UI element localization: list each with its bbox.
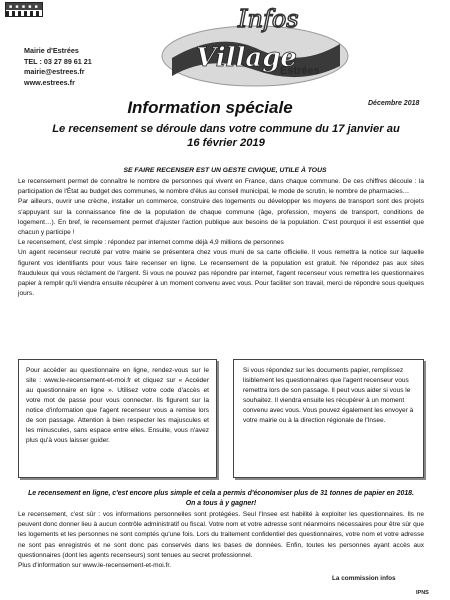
logo-village-text: Village [196, 43, 297, 73]
page-title: Information spéciale [127, 98, 293, 117]
paragraph: Plus d'information sur www.le-recensement-et-moi.fr. [18, 562, 171, 570]
closing-heading [18, 489, 424, 509]
section-heading: SE FAIRE RECENSER EST UN GESTE CIVIQUE, UTILE À TOUS [123, 167, 327, 174]
publication-date: Décembre 2018 [368, 100, 420, 107]
closing-heading-line: On a tous à y gagner! [185, 500, 257, 507]
contact-website[interactable]: www.estrees.fr [24, 77, 75, 87]
paragraph: Le recensement permet de connaître le nombre de personnes qui vivent en France, dans chaque commune. De ces chiffres découle : la participation de l'État au budget des communes, le nombre d'élus au conseil municipal, le mode de scrutin, le nombre de pharmacies… [18, 178, 424, 196]
infos-village-logo [160, 0, 350, 95]
logo-town-text: Estrées [280, 65, 320, 77]
logo-infos-text: Infos [238, 5, 299, 33]
paragraph: Un agent recenseur recruté par votre mairie se présentera chez vous muni de sa carte officielle. Il vous remettra la notice sur laquelle figurent vos identifiants pour vous faire recenser en ligne. Le recensement de la population est gratuit. Ne répondez pas aux sites frauduleux qui vous réclament de l'argent. Si vous ne pouvez pas répondre par internet, l'agent recenseur vous remettra les questionnaires papier à remplir qu'il viendra ensuite récupérer à un moment convenu avec vous. Pour faciliter son travail, merci de répondre sous quelques jours. [18, 249, 424, 298]
contact-block [24, 46, 92, 88]
online-instructions-box: Pour accéder au questionnaire en ligne, rendez-vous sur le site : www.le-recensement-et-moi.fr et cliquez sur « Accéder au questionnaire en ligne ». Utilisez votre code d'accès et votre mot de passe pour vous connecter. Ils figurent sur la notice d'information que l'agent recenseur vous a remise lors de son passage. Attention à bien respecter les majuscules et les minuscules, sans espace entre elles. Ensuite, vous n'avez plus qu'à vous laisser guider. [18, 359, 217, 478]
town-crest-logo: ■ ■ ■ ■ ■ [5, 2, 43, 17]
paper-instructions-box: Si vous répondez sur les documents papier, remplissez lisiblement les questionnaires que l'agent recenseur vous remettra lors de son passage. Il peut vous aider si vous le souhaitez. Il viendra ensuite les récupérer à un moment convenu avec vous. Vous pouvez également les envoyer à votre mairie ou à la direction régionale de l'Insee. [233, 359, 424, 478]
closing-heading-line: Le recensement en ligne, c'est encore plus simple et cela a permis d'économiser plus de 31 tonnes de papier en 2018. [28, 490, 414, 497]
contact-name: Mairie d'Estrées [24, 46, 79, 55]
closing-text [18, 510, 424, 571]
contact-phone: TEL : 03 27 89 61 21 [24, 56, 92, 66]
contact-email[interactable]: mairie@estrees.fr [24, 67, 85, 76]
paragraph: Le recensement, c'est simple : répondez par internet comme déjà 4,9 millions de personnes [18, 239, 284, 247]
page-subtitle: Le recensement se déroule dans votre commune du 17 janvier au 16 février 2019 [52, 123, 400, 149]
main-text [18, 177, 424, 299]
paragraph: Le recensement, c'est sûr : vos informations personnelles sont protégées. Seul l'Insee est habilité à exploiter les questionnaires. Ils ne peuvent donc donner lieu à aucun contrôle administratif ou fiscal. Votre nom et votre adresse sont néanmoins nécessaires pour être sûr que les logements et les personnes ne sont comptés qu'une fois. Lors du traitement confidentiel des questionnaires, votre nom et votre adresse ne sont pas enregistrés et ne sont donc pas conservés dans les bases de données. Enfin, toutes les personnes ayant accès aux questionnaires (dont les agents recenseurs) sont tenues au secret professionnel. [18, 511, 424, 559]
paragraph: Par ailleurs, ouvrir une crèche, installer un commerce, construire des logements ou développer les moyens de transport sont des projets s'appuyant sur la connaissance fine de la population de chaque commune (âge, profession, moyens de transport, conditions de logement…). En bref, le recensement permet d'ajuster l'action publique aux besoins de la population. C'est pourquoi il est essentiel que chacun y participe ! [18, 198, 424, 237]
footer-code: IPNS [416, 590, 429, 596]
signature: La commission infos [332, 575, 396, 582]
